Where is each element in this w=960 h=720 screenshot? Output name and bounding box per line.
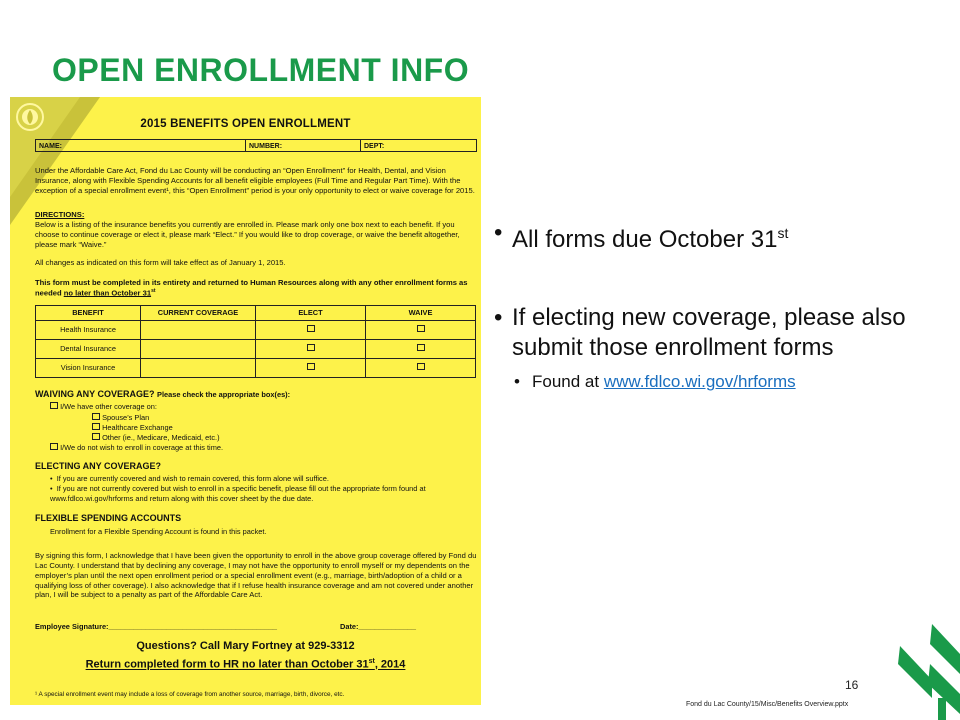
table-row [36,321,476,340]
table-row [36,359,476,378]
hrforms-link[interactable]: www.fdlco.wi.gov/hrforms [603,372,796,391]
waive-checkbox [417,325,425,332]
directions-label: DIRECTIONS: [35,210,85,219]
name-label: NAME: [36,140,246,151]
sub-bullet-found-at: • Found at www.fdlco.wi.gov/hrforms [494,371,914,393]
benefit-name: Dental Insurance [36,340,141,359]
col-elect: ELECT [256,306,366,321]
electing-item: • If you are not currently covered but wish to enroll in a specific benefit, please fill out the appropriate form found at www.fdlco.wi.gov/hrforms and return along with this cover sheet by the due date. [50,484,426,503]
bullet-new-coverage: • If electing new coverage, please also submit those enrollment forms [494,303,914,363]
number-label: NUMBER: [246,140,361,151]
signature-line: Employee Signature:_________________________________________ [35,622,278,631]
elect-checkbox [307,344,315,351]
elect-checkbox [307,363,315,370]
footer-path: Fond du Lac County/15/Misc/Benefits Overview.pptx [686,701,849,708]
directions-text: Below is a listing of the insurance benefits you currently are enrolled in. Please mark only one box next to each benefit. If you choose to continue coverage or elect it, please mark “Elect.” If you would like to drop coverage, or waive the benefit altogether, please mark “Waive.” [35,220,460,249]
questions-line: Questions? Call Mary Fortney at 929-3312 [136,640,355,652]
benefit-name: Vision Insurance [36,359,141,378]
benefit-name: Health Insurance [36,321,141,340]
electing-item: • If you are currently covered and wish to remain covered, this form alone will suffice. [50,474,329,483]
tree-logo-icon [880,618,960,720]
acknowledgement-text: By signing this form, I acknowledge that I have been given the opportunity to enroll in the above group coverage offered by Fond du Lac County. I understand that by declining any coverage, I may not have the opportunity to enroll myself or my dependents on the employer’s plan until the next open enrollment period or a special enrollment event (e.g., marriage, birth/adoption of a child or a qualifying loss of other coverage). I also acknowledge that if I refuse health insurance coverage and am not covered under another plan, I will be subject to a penalty as part of the Affordable Care Act. [35,551,477,600]
footnote: ¹ A special enrollment event may include a loss of coverage from another source, marriage, birth, divorce, etc. [35,691,345,698]
waiving-item: I/We have other coverage on: [50,402,157,412]
benefits-table [35,305,476,378]
enrollment-form-image [10,97,481,705]
effective-text: All changes as indicated on this form will take effect as of January 1, 2015. [35,258,286,267]
bullet-list [494,218,914,393]
bullet-due-date: • All forms due October 31st [494,218,914,255]
fsa-text: Enrollment for a Flexible Spending Account is found in this packet. [50,527,267,536]
complete-text: This form must be completed in its entirety and returned to Human Resources along with any other enrollment forms as needed no later than October 31st [35,278,468,298]
form-info-row [35,139,477,152]
return-deadline: Return completed form to HR no later than October 31st, 2014 [85,658,406,671]
page-number: 16 [845,678,859,692]
date-line: Date:______________ [340,622,417,631]
benefits-table-header [36,306,476,321]
waiving-item: I/We do not wish to enroll in coverage at this time. [50,443,223,453]
waiving-item: Other (ie., Medicare, Medicaid, etc.) [92,433,220,443]
waive-checkbox [417,344,425,351]
electing-section-title: ELECTING ANY COVERAGE? [35,461,162,471]
fsa-section-title: FLEXIBLE SPENDING ACCOUNTS [35,513,182,523]
waive-checkbox [417,363,425,370]
dept-label: DEPT: [364,143,385,150]
waiving-section-title: WAIVING ANY COVERAGE? Please check the appropriate box(es): [35,389,291,399]
waiving-item: Healthcare Exchange [92,423,173,433]
col-benefit: BENEFIT [36,306,141,321]
col-current: CURRENT COVERAGE [141,306,256,321]
form-intro: Under the Affordable Care Act, Fond du Lac County will be conducting an “Open Enrollment” for Health, Dental, and Vision Insurance, along with Flexible Spending Accounts for all benefit eligible employees (Full Time and Regular Part Time). With the exception of a special enrollment event¹, this “Open Enrollment” period is your only opportunity to elect or waive coverage for 2015. [35,166,475,195]
table-row [36,340,476,359]
elect-checkbox [307,325,315,332]
slide-title: OPEN ENROLLMENT INFO [52,52,470,88]
form-heading: 2015 BENEFITS OPEN ENROLLMENT [140,118,351,130]
waiving-item: Spouse’s Plan [92,413,149,423]
col-waive: WAIVE [366,306,476,321]
